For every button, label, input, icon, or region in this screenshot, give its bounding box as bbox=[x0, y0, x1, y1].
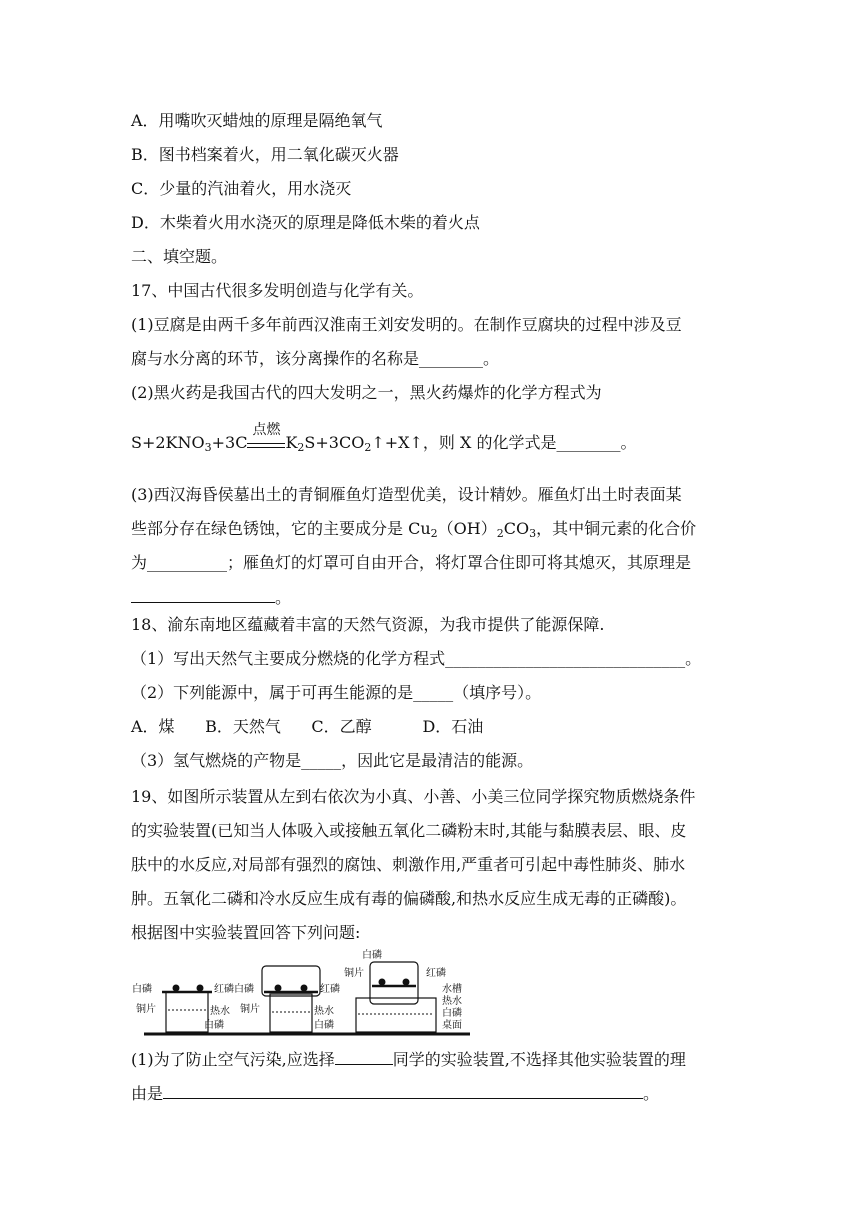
eq-left-a: S+2KNO bbox=[131, 433, 205, 452]
eq-right-b: S+3CO bbox=[304, 433, 365, 452]
label-white-p-right-bottom: 白磷 bbox=[442, 1008, 462, 1019]
q19-line4: 肿。五氧化二磷和冷水反应生成有毒的偏磷酸,和热水反应生成无毒的正磷酸)。 bbox=[131, 889, 687, 908]
p3-sub3: 3 bbox=[529, 527, 537, 540]
q19-line5: 根据图中实验装置回答下列问题: bbox=[131, 923, 361, 942]
q17-part3-line1: (3)西汉海昏侯墓出土的青铜雁鱼灯造型优美，设计精妙。雁鱼灯出土时表面某 bbox=[131, 485, 682, 504]
section-heading: 二、填空题。 bbox=[131, 247, 228, 266]
eq-right-c: ↑+X↑，则 X 的化学式是________。 bbox=[371, 433, 637, 452]
p3-sub1: 2 bbox=[430, 527, 438, 540]
q17-part2-line1: (2)黑火药是我国古代的四大发明之一，黑火药爆炸的化学方程式为 bbox=[131, 383, 602, 402]
label-table: 桌面 bbox=[442, 1020, 462, 1031]
condition-label: 点燃 bbox=[252, 422, 281, 438]
option-d: D．木柴着火用水浇灭的原理是降低木柴的着火点 bbox=[131, 213, 480, 232]
reaction-condition bbox=[247, 422, 285, 448]
q17-part1-line2: 腐与水分离的环节，该分离操作的名称是________。 bbox=[131, 349, 500, 368]
eq-right-sub1: 2 bbox=[297, 441, 305, 454]
label-water-trough: 水槽 bbox=[442, 984, 462, 995]
q19-p1-text-d: 。 bbox=[643, 1084, 660, 1103]
q19-p1-text-a: (1)为了防止空气污染,应选择 bbox=[131, 1050, 335, 1069]
eq-right-sub2: 2 bbox=[364, 441, 372, 454]
label-red-p-mid: 红磷 bbox=[320, 984, 340, 995]
q18-part2: （2）下列能源中，属于可再生能源的是_____（填序号）。 bbox=[131, 683, 542, 702]
equals-sign bbox=[247, 443, 285, 448]
p3-text-b: （OH） bbox=[437, 519, 497, 538]
q18-choices: A．煤 B．天然气 C．乙醇 D．石油 bbox=[131, 717, 484, 736]
label-white-p-bottom-mid: 白磷 bbox=[314, 1020, 334, 1031]
q17-part3-line3: 为__________；雁鱼灯的灯罩可自由开合，将灯罩合住即可将其熄灭，其原理是 bbox=[131, 553, 692, 572]
label-white-p-mid: 白磷 bbox=[234, 984, 254, 995]
label-hot-water-left: 热水 bbox=[210, 1006, 230, 1017]
q17-part3-line2 bbox=[131, 518, 696, 545]
q17-part1-line1: (1)豆腐是由两千多年前西汉淮南王刘安发明的。在制作豆腐块的过程中涉及豆 bbox=[131, 315, 682, 334]
label-copper-left: 铜片 bbox=[136, 1004, 156, 1015]
answer-blank bbox=[335, 1048, 393, 1065]
apparatus-middle bbox=[262, 966, 320, 1032]
label-hot-water-mid: 热水 bbox=[314, 1006, 334, 1017]
q18-part1: （1）写出天然气主要成分燃烧的化学方程式______________________________。 bbox=[131, 649, 702, 668]
label-red-p-left: 红磷 bbox=[214, 984, 234, 995]
label-red-p-right: 红磷 bbox=[426, 968, 446, 979]
q19-p1-text-c: 由是 bbox=[131, 1084, 164, 1103]
option-c: C．少量的汽油着火，用水浇灭 bbox=[131, 179, 352, 198]
eq-left-b: +3C bbox=[211, 433, 248, 452]
p3-text-c: CO bbox=[503, 519, 530, 538]
label-white-p-right: 白磷 bbox=[362, 950, 382, 961]
q19-part1-line1 bbox=[131, 1048, 686, 1071]
experiment-apparatus-diagram bbox=[130, 948, 474, 1038]
eq-left-sub: 3 bbox=[204, 441, 212, 454]
option-b: B．图书档案着火，用二氧化碳灭火器 bbox=[131, 145, 399, 164]
apparatus-right bbox=[356, 962, 436, 1032]
p3-text-a: 些部分存在绿色锈蚀，它的主要成分是 Cu bbox=[131, 519, 431, 538]
label-copper-right: 铜片 bbox=[344, 968, 364, 979]
q18-stem: 18、渝东南地区蕴藏着丰富的天然气资源，为我市提供了能源保障. bbox=[131, 615, 605, 634]
q17-part3-line4 bbox=[131, 586, 291, 609]
p3-text-d: ，其中铜元素的化合价 bbox=[536, 519, 697, 538]
answer-blank bbox=[163, 1082, 643, 1099]
q19-part1-line2 bbox=[131, 1082, 659, 1105]
p3-line4-end: 。 bbox=[275, 588, 292, 607]
q19-line3: 肤中的水反应,对局部有强烈的腐蚀、刺激作用,严重者可引起中毒性肺炎、肺水 bbox=[131, 855, 686, 874]
q19-p1-text-b: 同学的实验装置,不选择其他实验装置的理 bbox=[392, 1050, 686, 1069]
label-white-p-bottom-left: 白磷 bbox=[204, 1020, 224, 1031]
q17-stem: 17、中国古代很多发明创造与化学有关。 bbox=[131, 281, 424, 300]
answer-blank bbox=[131, 586, 275, 603]
q17-equation bbox=[131, 422, 637, 459]
label-hot-water-right: 热水 bbox=[442, 996, 462, 1007]
label-white-p-left: 白磷 bbox=[132, 984, 152, 995]
q19-line1: 19、如图所示装置从左到右依次为小真、小善、小美三位同学探究物质燃烧条件 bbox=[131, 787, 696, 806]
p3-sub2: 2 bbox=[496, 527, 504, 540]
eq-right-a: K bbox=[285, 433, 298, 452]
q19-line2: 的实验装置(已知当人体吸入或接触五氧化二磷粉末时,其能与黏膜表层、眼、皮 bbox=[131, 821, 687, 840]
option-a: A．用嘴吹灭蜡烛的原理是隔绝氧气 bbox=[131, 111, 383, 130]
label-copper-mid: 铜片 bbox=[240, 1004, 260, 1015]
q18-part3: （3）氢气燃烧的产物是_____，因此它是最清洁的能源。 bbox=[131, 751, 534, 770]
